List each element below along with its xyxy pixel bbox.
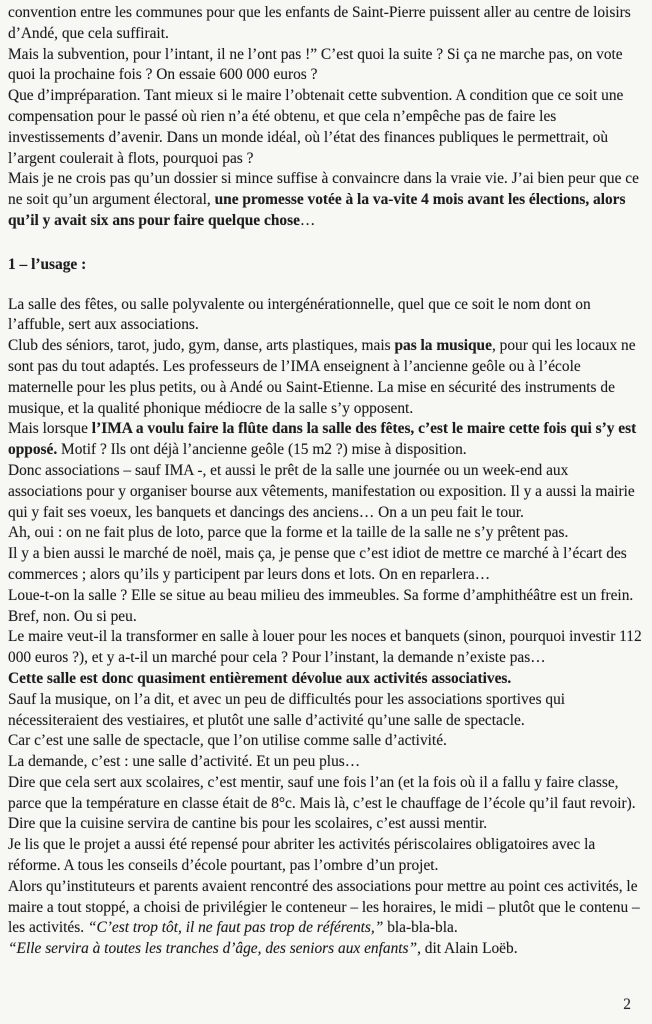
paragraph [8,169,643,231]
paragraph [8,690,643,732]
text-run: La demande, c’est : une salle d’activité. Et un peu plus… [8,753,361,771]
text-run: Club des séniors, tarot, judo, gym, danse, arts plastiques, mais [8,337,395,355]
text-run: Sauf la musique, on l’a dit, et avec un peu de difficultés pour les associations sportives qui nécessiteraient des vestiaires, et plutôt une salle d’activité qu’une salle de spectacle. [8,690,566,729]
text-run: bla-bla-bla. [387,919,458,937]
bold-text: Cette salle est donc quasiment entièrement dévolue aux activités associatives. [8,669,512,687]
italic-text: “C’est trop tôt, il ne faut pas trop de référents,” [87,919,388,937]
section-heading [8,255,643,276]
paragraph [8,336,643,419]
text-run: La salle des fêtes, ou salle polyvalente ou intergénérationnelle, quel que ce soit le nom dont on l’affuble, sert aux associations. [8,295,591,334]
page-number: 2 [623,996,631,1013]
text-run: Dire que cela sert aux scolaires, c’est mentir, sauf une fois l’an (et la fois où il a fallu y faire classe, parce que la température en classe était de 8°c. Mais là, c’est le chauffage de l’école qu’il faut revoir). Dire que la cuisine servira de cantine bis pour les scolaires, c’est aussi mentir. [8,773,636,833]
text-run: convention entre les communes pour que les enfants de Saint-Pierre puissent aller au centre de loisirs d’Andé, que cela suffirait. [8,4,631,42]
paragraph [8,773,643,835]
text-run: Il y a bien aussi le marché de noël, mais ça, je pense que c’est idiot de mettre ce marché à l’écart des commerces ; alors qu’ils y participent par leurs dons et lots. On en reparlera… [8,545,627,583]
bold-text: 1 – l’usage : [8,255,87,273]
text-run: Que d’impréparation. Tant mieux si le maire l’obtenait cette subvention. A condition que ce soit une compensation pour le passé où rien n’a été obtenu, et que cela n’empêche pas de faire les investissements d’avenir. Dans un monde idéal, où l’état des finances publiques le permettrait, où l’argent coulerait à flots, pourquoi pas ? [8,87,624,167]
text-run: Mais la subvention, pour l’intant, il ne l’ont pas !” C’est quoi la suite ? Si ça ne marche pas, on vote quoi la prochaine fois ? On essaie 600 000 euros ? [8,45,623,84]
paragraph [8,877,643,939]
paragraph [8,461,643,523]
paragraph [8,3,643,45]
text-run: Loue-t-on la salle ? Elle se situe au beau milieu des immeubles. Sa forme d’amphithéâtre est un frein. Bref, non. Ou si peu. [8,586,634,625]
paragraph [8,86,643,169]
bold-text: une promesse votée à la va-vite 4 mois avant les élections, alors qu’il y avait six ans pour faire quelque chose [8,191,626,229]
paragraph [8,669,643,690]
italic-text: “Elle servira à toutes les tranches d’âge, des seniors aux enfants” [8,940,418,958]
paragraph [8,523,643,544]
paragraph [8,731,643,752]
text-run: Le maire veut-il la transformer en salle à louer pour les noces et banquets (sinon, pourquoi investir 112 000 euros ?), et y a-t-il un marché pour cela ? Pour l’instant, la demande n’existe pas… [8,628,642,667]
text-run: Je lis que le projet a aussi été repensé pour abriter les activités périscolaires obligatoires avec la réforme. A tous les conseils d’école pourtant, pas l’ombre d’un projet. [8,836,596,875]
text-run: Mais je ne crois pas qu’un dossier si mince suffise à convaincre dans la vraie vie. J’ai bien peur que ce ne soit qu’un argument électoral, [8,170,639,209]
text-run: Alors qu’instituteurs et parents avaient rencontré des associations pour mettre au point ces activités, le maire a tout stoppé, a choisi de privilégier le conteneur – les horaires, le midi – plutôt que le contenu – les activités. [8,877,640,937]
document-body [8,3,643,960]
paragraph [8,835,643,877]
text-run: … [299,211,316,229]
paragraph [8,295,643,337]
paragraph [8,544,643,586]
bold-text: l’IMA a voulu faire la flûte dans la salle des fêtes, c’est le maire cette fois qui s’y est opposé. [8,420,637,459]
bold-text: pas la musique [394,337,492,355]
text-run: Ah, oui : on ne fait plus de loto, parce que la forme et la taille de la salle ne s’y prêtent pas. [8,524,569,542]
text-run: Motif ? Ils ont déjà l’ancienne geôle (15 m2 ?) mise à disposition. [57,441,467,459]
paragraph [8,45,643,87]
paragraph [8,586,643,628]
text-run: , dit Alain Loëb. [417,940,518,958]
paragraph [8,419,643,461]
paragraph [8,627,643,669]
paragraph [8,752,643,773]
text-run: , pour qui les locaux ne sont pas du tout adaptés. Les professeurs de l’IMA enseignent à l’ancienne geôle ou à l’école maternelle pour les plus petits, ou à Andé ou Saint-Etienne. La mise en sécurité des instruments de musique, et la qualité phonique médiocre de la salle s’y opposent. [8,337,636,417]
text-run: Mais lorsque [8,420,92,438]
text-run: Donc associations – sauf IMA -, et aussi le prêt de la salle une journée ou un week-end aux associations pour y organiser bourse aux vêtements, manifestation ou exposition. Il y a aussi la mairie qui y fait ses voeux, les banquets et dancings des anciens… On a un peu fait le tour. [8,461,635,521]
paragraph [8,939,643,960]
text-run: Car c’est une salle de spectacle, que l’on utilise comme salle d’activité. [8,732,447,750]
